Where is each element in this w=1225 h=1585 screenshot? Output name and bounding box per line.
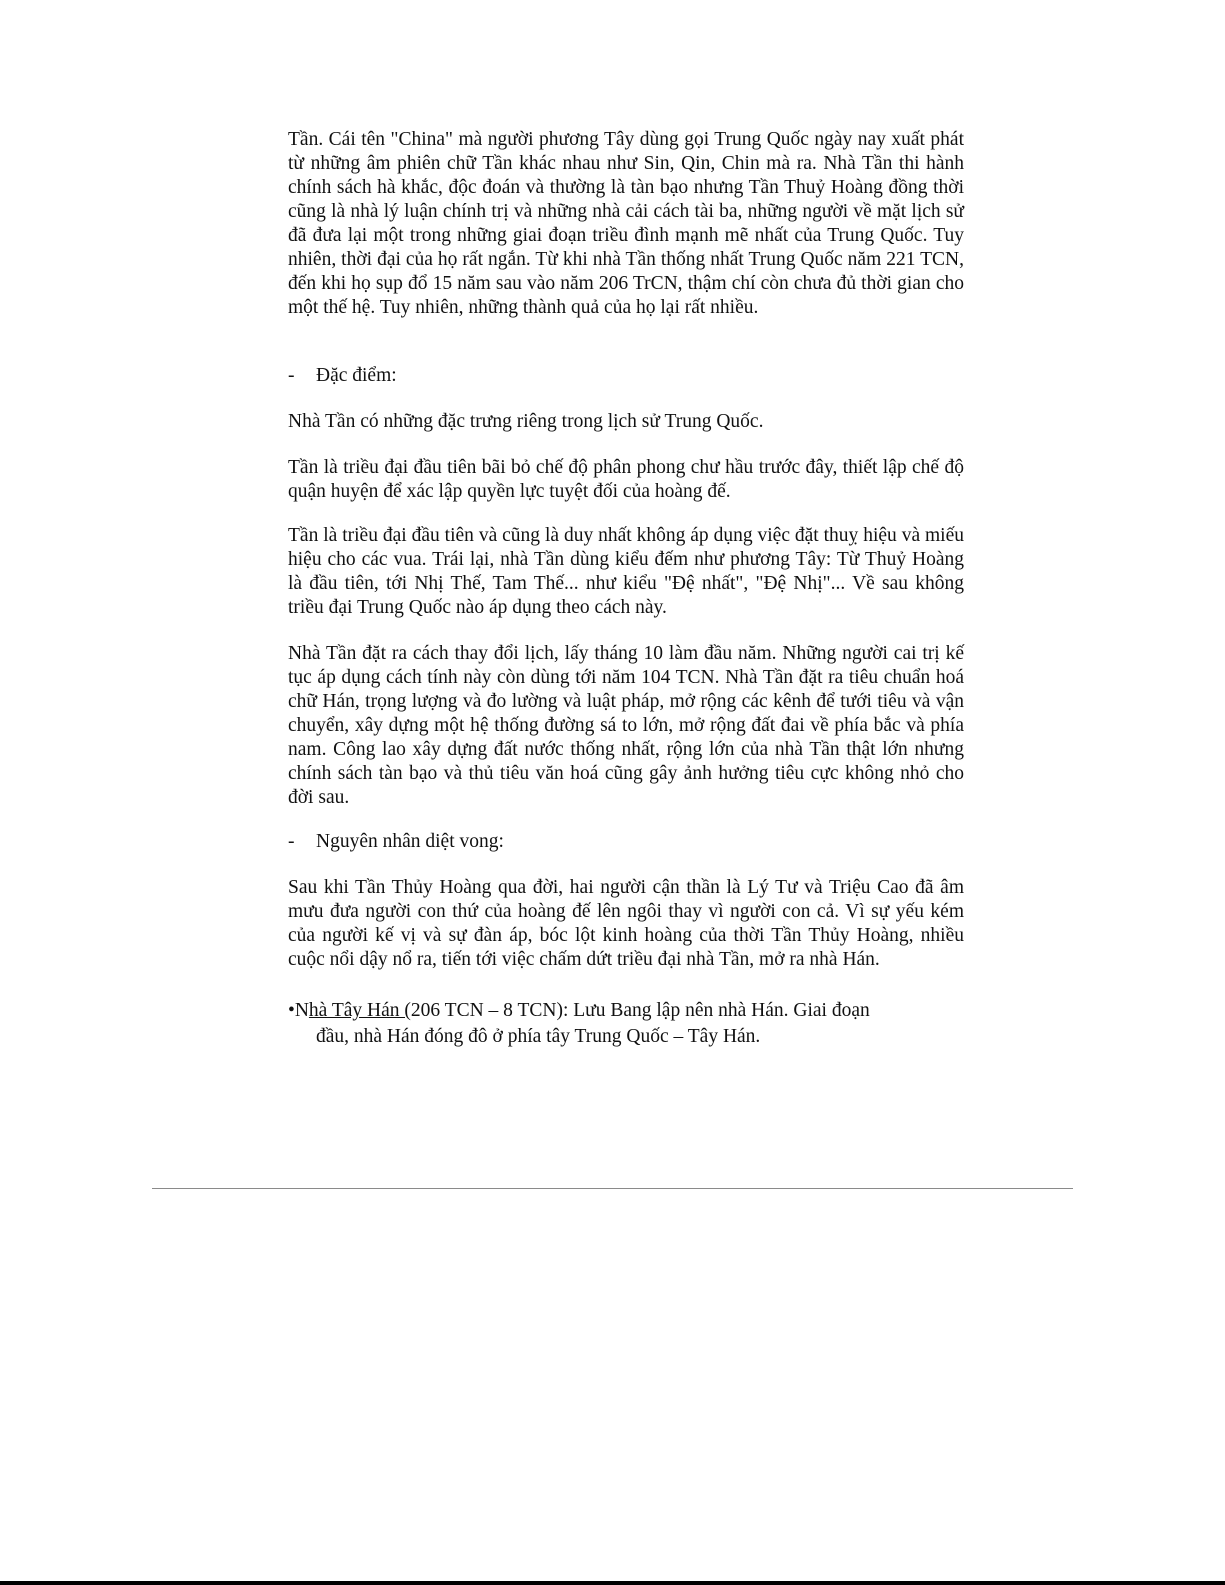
paragraph-intro: Tần. Cái tên "China" mà người phương Tây dùng gọi Trung Quốc ngày nay xuất phát từ những âm phiên chữ Tần khác nhau như Sin, Qin, Chin mà ra. Nhà Tần thi hành chính sách hà khắc, độc đoán và thường là tàn bạo nhưng Tần Thuỷ Hoàng đồng thời cũng là nhà lý luận chính trị và những nhà cải cách tài ba, những người về mặt lịch sử đã đưa lại một trong những giai đoạn triều đình mạnh mẽ nhất của Trung Quốc. Tuy nhiên, thời đại của họ rất ngắn. Từ khi nhà Tần thống nhất Trung Quốc năm 221 TCN, đến khi họ sụp đổ 15 năm sau vào năm 206 TrCN, thậm chí còn chưa đủ thời gian cho một thế hệ. Tuy nhiên, những thành quả của họ lại rất nhiều.	[288, 128, 964, 318]
bullet-underlined-text: hà Tây Hán (	[308, 1000, 411, 1021]
bullet-rest-text: 206 TCN – 8 TCN): Lưu Bang lập nên nhà Hán. Giai đoạn	[410, 1000, 870, 1021]
feature-paragraph-1: Tần là triều đại đầu tiên bãi bỏ chế độ phân phong chư hầu trước đây, thiết lập chế độ quận huyện để xác lập quyền lực tuyệt đối của hoàng đế.	[288, 456, 964, 502]
heading-collapse	[288, 830, 964, 854]
bullet-first-letter: N	[294, 1000, 309, 1021]
viewer-bottom-edge	[0, 1581, 1225, 1585]
heading-features-text: Đặc điểm:	[316, 364, 397, 386]
heading-features	[288, 364, 964, 388]
heading-collapse-dash: -	[288, 830, 295, 852]
bullet-western-han	[288, 998, 948, 1050]
feature-paragraph-2: Tần là triều đại đầu tiên và cũng là duy nhất không áp dụng việc đặt thuỵ hiệu và miếu hiệu cho các vua. Trái lại, nhà Tần dùng kiểu đếm như phương Tây: Từ Thuỷ Hoàng là đầu tiên, tới Nhị Thế, Tam Thế... như kiểu "Đệ nhất", "Đệ Nhị"... Về sau không triều đại Trung Quốc nào áp dụng theo cách này.	[288, 524, 964, 618]
bullet-line-2: đầu, nhà Hán đóng đô ở phía tây Trung Quốc – Tây Hán.	[316, 1026, 761, 1047]
page-break-divider	[152, 1188, 1073, 1189]
feature-paragraph-3: Nhà Tần đặt ra cách thay đổi lịch, lấy tháng 10 làm đầu năm. Những người cai trị kế tục áp dụng cách tính này còn dùng tới năm 104 TCN. Nhà Tần đặt ra tiêu chuẩn hoá chữ Hán, trọng lượng và đo lường và luật pháp, mở rộng các kênh để tưới tiêu và vận chuyển, xây dựng một hệ thống đường sá to lớn, mở rộng đất đai về phía bắc và phía nam. Công lao xây dựng đất nước thống nhất, rộng lớn của nhà Tần thật lớn nhưng chính sách tàn bạo và thủ tiêu văn hoá cũng gây ảnh hưởng tiêu cực không nhỏ cho đời sau.	[288, 642, 964, 808]
heading-collapse-text: Nguyên nhân diệt vong:	[316, 830, 504, 852]
bullet-dot: •	[288, 1000, 295, 1021]
collapse-paragraph: Sau khi Tần Thủy Hoàng qua đời, hai người cận thần là Lý Tư và Triệu Cao đã âm mưu đưa người con thứ của hoàng đế lên ngôi thay vì người con cả. Vì sự yếu kém của người kế vị và sự đàn áp, bóc lột kinh hoàng của thời Tần Thủy Hoàng, nhiều cuộc nổi dậy nổ ra, tiến tới việc chấm dứt triều đại nhà Tần, mở ra nhà Hán.	[288, 876, 964, 970]
heading-features-dash: -	[288, 364, 295, 386]
bullet-line-1	[288, 998, 948, 1024]
features-intro: Nhà Tần có những đặc trưng riêng trong lịch sử Trung Quốc.	[288, 410, 764, 432]
